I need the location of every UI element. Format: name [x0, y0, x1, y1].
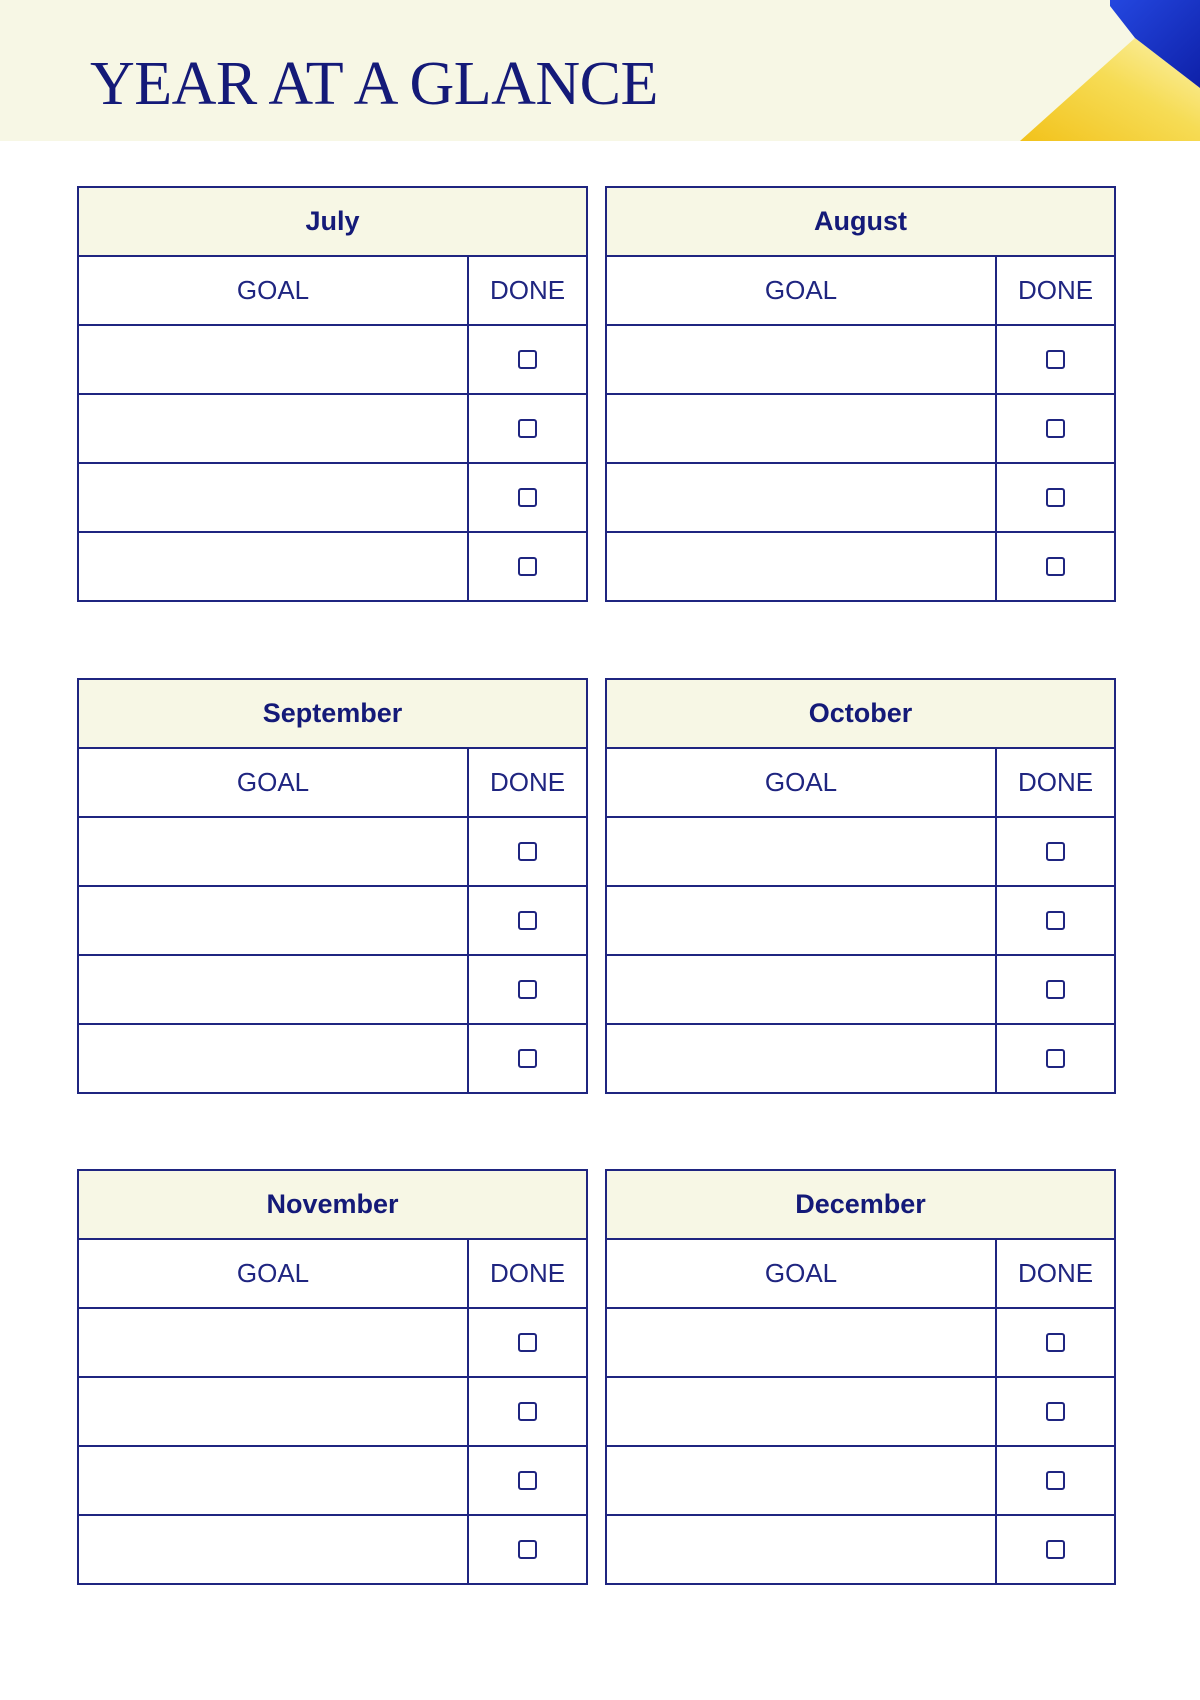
goal-entry-cell[interactable] — [606, 1446, 996, 1515]
goal-entry-cell[interactable] — [606, 817, 996, 886]
month-table-july — [77, 186, 588, 602]
done-column-header: DONE — [468, 256, 587, 325]
goal-entry-cell[interactable] — [606, 886, 996, 955]
done-column-header: DONE — [468, 1239, 587, 1308]
goal-row — [606, 325, 1115, 394]
goal-entry-cell[interactable] — [78, 955, 468, 1024]
goal-entry-cell[interactable] — [78, 1377, 468, 1446]
done-checkbox[interactable] — [518, 488, 537, 507]
goal-entry-cell[interactable] — [606, 955, 996, 1024]
done-cell — [468, 817, 587, 886]
goal-row — [78, 532, 587, 601]
month-name: July — [78, 187, 587, 256]
goal-row — [78, 1515, 587, 1584]
done-cell — [996, 817, 1115, 886]
goal-row — [78, 1024, 587, 1093]
done-checkbox[interactable] — [518, 1333, 537, 1352]
done-checkbox[interactable] — [518, 419, 537, 438]
goal-row — [606, 1446, 1115, 1515]
goal-column-header: GOAL — [606, 748, 996, 817]
goal-row — [78, 1377, 587, 1446]
goal-row — [78, 886, 587, 955]
goal-row — [78, 1308, 587, 1377]
goal-entry-cell[interactable] — [606, 325, 996, 394]
done-column-header: DONE — [996, 256, 1115, 325]
goal-row — [78, 817, 587, 886]
done-checkbox[interactable] — [518, 1471, 537, 1490]
goal-column-header: GOAL — [606, 256, 996, 325]
month-table-august — [605, 186, 1116, 602]
done-cell — [468, 325, 587, 394]
month-name: August — [606, 187, 1115, 256]
done-column-header: DONE — [468, 748, 587, 817]
goal-entry-cell[interactable] — [606, 1515, 996, 1584]
page-title: YEAR AT A GLANCE — [90, 50, 658, 118]
month-table-november — [77, 1169, 588, 1585]
goal-column-header: GOAL — [78, 748, 468, 817]
goal-column-header: GOAL — [78, 256, 468, 325]
done-checkbox[interactable] — [1046, 488, 1065, 507]
goal-entry-cell[interactable] — [78, 463, 468, 532]
done-checkbox[interactable] — [1046, 1471, 1065, 1490]
goal-row — [606, 1024, 1115, 1093]
done-cell — [468, 1377, 587, 1446]
done-cell — [996, 955, 1115, 1024]
goal-column-header: GOAL — [606, 1239, 996, 1308]
done-checkbox[interactable] — [518, 1402, 537, 1421]
done-column-header: DONE — [996, 1239, 1115, 1308]
done-cell — [996, 886, 1115, 955]
goal-row — [606, 817, 1115, 886]
done-cell — [996, 325, 1115, 394]
done-checkbox[interactable] — [1046, 350, 1065, 369]
done-cell — [996, 532, 1115, 601]
done-checkbox[interactable] — [518, 911, 537, 930]
done-cell — [468, 1446, 587, 1515]
goal-row — [78, 394, 587, 463]
done-cell — [468, 886, 587, 955]
done-cell — [996, 1308, 1115, 1377]
goal-entry-cell[interactable] — [78, 532, 468, 601]
goal-entry-cell[interactable] — [606, 1308, 996, 1377]
goal-entry-cell[interactable] — [606, 394, 996, 463]
done-checkbox[interactable] — [518, 1540, 537, 1559]
goal-entry-cell[interactable] — [78, 325, 468, 394]
goal-row — [606, 394, 1115, 463]
goal-entry-cell[interactable] — [606, 1377, 996, 1446]
done-cell — [996, 1515, 1115, 1584]
goal-row — [606, 463, 1115, 532]
month-name: September — [78, 679, 587, 748]
goal-row — [606, 955, 1115, 1024]
done-checkbox[interactable] — [1046, 842, 1065, 861]
goal-row — [606, 1515, 1115, 1584]
done-cell — [468, 955, 587, 1024]
done-checkbox[interactable] — [1046, 1402, 1065, 1421]
done-cell — [468, 1308, 587, 1377]
done-cell — [468, 1515, 587, 1584]
done-cell — [468, 1024, 587, 1093]
done-cell — [996, 1024, 1115, 1093]
done-cell — [468, 532, 587, 601]
goal-row — [78, 463, 587, 532]
done-checkbox[interactable] — [518, 350, 537, 369]
goal-entry-cell[interactable] — [606, 463, 996, 532]
done-checkbox[interactable] — [1046, 911, 1065, 930]
goal-entry-cell[interactable] — [78, 394, 468, 463]
goal-column-header: GOAL — [78, 1239, 468, 1308]
done-checkbox[interactable] — [1046, 1540, 1065, 1559]
done-checkbox[interactable] — [1046, 980, 1065, 999]
done-cell — [468, 463, 587, 532]
done-cell — [996, 1446, 1115, 1515]
goal-row — [606, 1308, 1115, 1377]
month-table-december — [605, 1169, 1116, 1585]
goal-entry-cell[interactable] — [78, 1024, 468, 1093]
goal-row — [606, 886, 1115, 955]
goal-entry-cell[interactable] — [78, 1515, 468, 1584]
month-table-september — [77, 678, 588, 1094]
goal-row — [78, 325, 587, 394]
goal-entry-cell[interactable] — [78, 1446, 468, 1515]
month-name: December — [606, 1170, 1115, 1239]
goal-row — [78, 955, 587, 1024]
goal-entry-cell[interactable] — [606, 1024, 996, 1093]
done-column-header: DONE — [996, 748, 1115, 817]
done-checkbox[interactable] — [1046, 1049, 1065, 1068]
done-cell — [996, 1377, 1115, 1446]
goal-entry-cell[interactable] — [78, 1308, 468, 1377]
goal-entry-cell[interactable] — [78, 886, 468, 955]
month-name: November — [78, 1170, 587, 1239]
done-checkbox[interactable] — [1046, 1333, 1065, 1352]
month-table-october — [605, 678, 1116, 1094]
done-checkbox[interactable] — [518, 557, 537, 576]
goal-row — [78, 1446, 587, 1515]
goal-entry-cell[interactable] — [606, 532, 996, 601]
goal-row — [606, 532, 1115, 601]
done-checkbox[interactable] — [1046, 419, 1065, 438]
done-checkbox[interactable] — [518, 842, 537, 861]
done-cell — [996, 394, 1115, 463]
goal-row — [606, 1377, 1115, 1446]
done-cell — [996, 463, 1115, 532]
done-checkbox[interactable] — [1046, 557, 1065, 576]
done-checkbox[interactable] — [518, 980, 537, 999]
done-checkbox[interactable] — [518, 1049, 537, 1068]
corner-ribbon-decoration — [1020, 0, 1200, 141]
goal-entry-cell[interactable] — [78, 817, 468, 886]
month-name: October — [606, 679, 1115, 748]
done-cell — [468, 394, 587, 463]
